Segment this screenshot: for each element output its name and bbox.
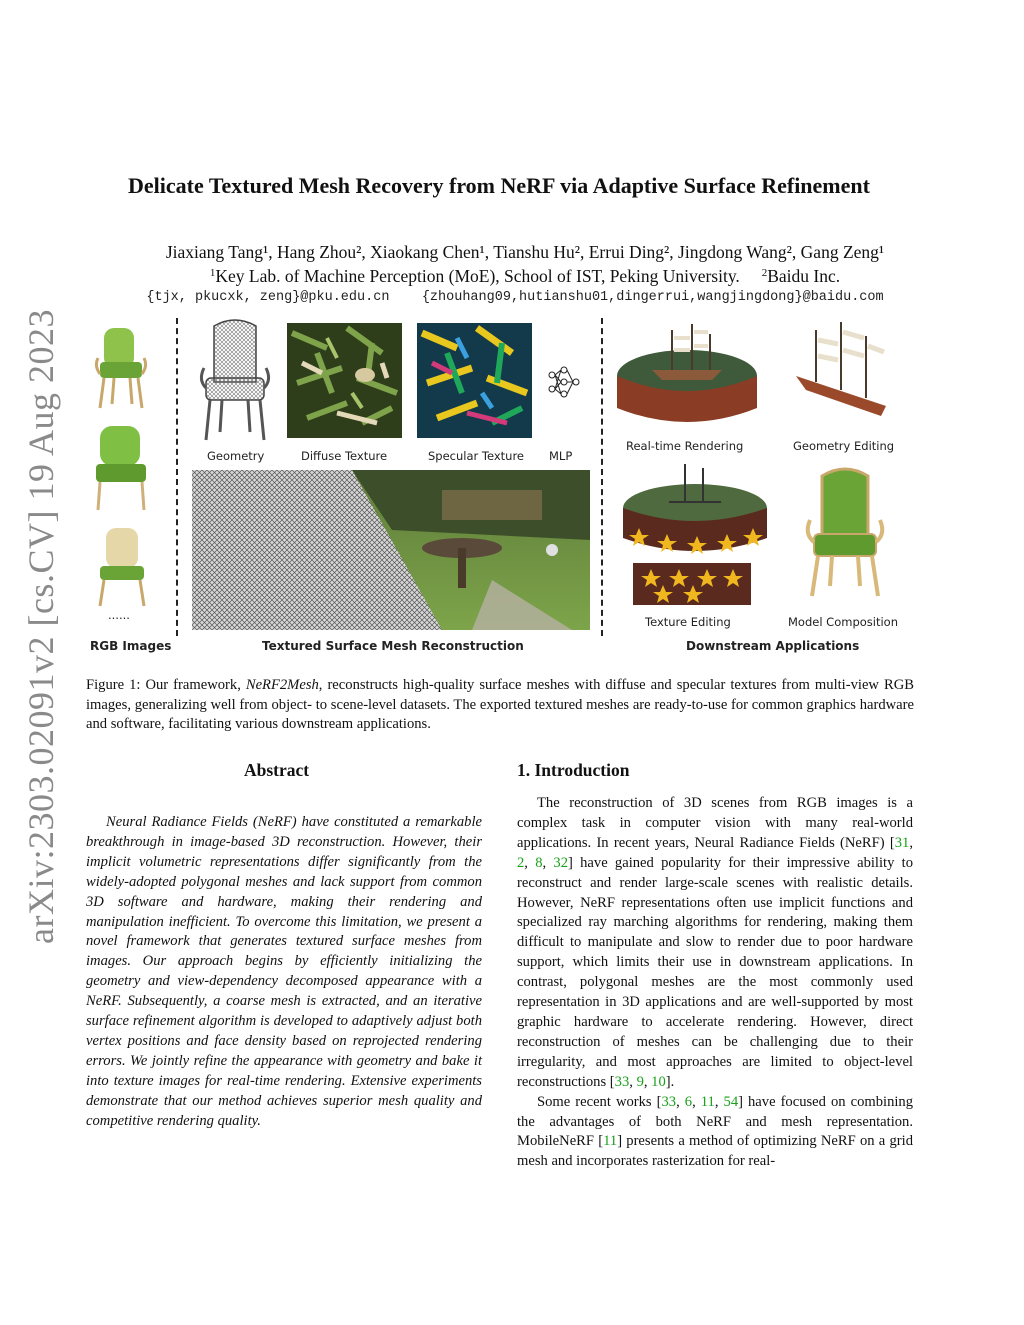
citation-link[interactable]: 11 <box>603 1133 618 1150</box>
label-specular-texture: Specular Texture <box>428 449 525 463</box>
affiliation-2: Baidu Inc. <box>767 266 841 286</box>
label-textured-reconstruction: Textured Surface Mesh Reconstruction <box>262 639 524 653</box>
citation-link[interactable]: 31 <box>894 834 910 851</box>
scene-reconstruction-image <box>192 470 590 630</box>
paper-title: Delicate Textured Mesh Recovery from NeRF via Adaptive Surface Refinement <box>128 173 870 198</box>
arxiv-identifier: arXiv:2303.02091v2 [cs.CV] 19 Aug 2023 <box>21 309 61 944</box>
realtime-rendering-image <box>612 318 762 430</box>
specular-texture-image <box>417 323 532 438</box>
abstract-paragraph: Neural Radiance Fields (NeRF) have constituted a remarkable breakthrough in image-based 3D reconstruction. However, their implicit volumetric representations differ significantly from the widely-adopted polygonal meshes and lack support from common 3D software and hardware, making their rendering and manipulation inefficient. To overcome this limitation, we present a novel framework that generates textured surface meshes from images. Our approach begins by efficiently initializing the geometry and view-dependency decomposed appearance with a NeRF. Subsequently, a coarse mesh is extracted, and an iterative surface refinement algorithm is developed to adaptively adjust both vertex positions and face density based on reprojected rendering errors. We jointly refine the appearance with geometry and bake it into texture images for real-time rendering. Extensive experiments demonstrate that our method achieves superior mesh quality and competitive rendering quality. <box>86 814 482 1129</box>
model-composition-image <box>800 462 890 600</box>
intro-paragraph-1: The reconstruction of 3D scenes from RGB images is a complex task in computer vision with many real-world applications. In recent years, Neural Radiance Fields (NeRF) [31, 2, 8, 32] have gained popularity for their impressive ability to reconstruct and render large-scale scenes with realistic details. However, NeRF representations often use implicit functions and specialized ray marching algorithms for rendering, making them difficult to manipulate and slow to render due to poor hardware support, which limits their use in downstream applications. In contrast, polygonal meshes are the most commonly used representation in 3D applications and are well-supported by most graphic hardware to accelerate rendering. However, direct reconstruction of meshes can be challenging due to their irregularity, and most approaches are limited to object-level reconstructions [33, 9, 10]. <box>517 795 913 1090</box>
citation-link[interactable]: 2 <box>517 854 525 871</box>
citation-link[interactable]: 6 <box>684 1093 693 1110</box>
intro-p2-text-c: ] presents a method of optimizing NeRF on a grid mesh and incorporates rasterization for real- <box>517 1133 913 1170</box>
rgb-chair-image-2 <box>86 418 156 513</box>
rgb-chair-image-1 <box>86 318 156 413</box>
author-list: Jiaxiang Tang¹, Hang Zhou², Xiaokang Chen¹, Tianshu Hu², Errui Ding², Jingdong Wang², Gang Zeng¹ <box>165 242 885 262</box>
intro-p2-text-b: ] have focused on combining the advantages of both NeRF and mesh representation. MobileNeRF [ <box>517 1093 914 1150</box>
label-downstream-applications: Downstream Applications <box>686 639 860 653</box>
label-mlp: MLP <box>549 449 573 463</box>
citation-link[interactable]: 8 <box>535 854 543 871</box>
geometry-wireframe-image <box>196 316 274 444</box>
geometry-editing-image <box>786 316 904 430</box>
figure-caption <box>86 676 914 735</box>
caption-prefix: Figure 1: Our framework, <box>86 677 246 693</box>
label-diffuse-texture: Diffuse Texture <box>301 449 388 463</box>
intro-p1-text-a: The reconstruction of 3D scenes from RGB images is a complex task in computer vision with many real-world applications. In recent years, Neural Radiance Fields (NeRF) [ <box>517 795 913 851</box>
label-realtime-rendering: Real-time Rendering <box>626 439 744 453</box>
affiliation-mark-1: 1 <box>209 267 216 279</box>
label-texture-editing: Texture Editing <box>645 615 731 629</box>
citation-link[interactable]: 33 <box>661 1093 677 1110</box>
citation-link[interactable]: 33 <box>614 1073 630 1090</box>
affiliation-mark-2: 2 <box>761 267 768 279</box>
label-geometry: Geometry <box>207 449 265 463</box>
emails-pku: {tjx, pkucxk, zeng}@pku.edu.cn <box>146 290 390 305</box>
citation-link[interactable]: 54 <box>723 1093 739 1110</box>
label-model-composition: Model Composition <box>788 615 899 629</box>
texture-editing-swatch <box>633 563 751 605</box>
emails <box>60 290 970 305</box>
label-geometry-editing: Geometry Editing <box>793 439 895 453</box>
citation-link[interactable]: 10 <box>651 1073 666 1090</box>
authors-block <box>60 240 990 288</box>
divider-right <box>601 318 603 636</box>
introduction-heading: 1. Introduction <box>517 760 630 780</box>
caption-method: NeRF2Mesh <box>245 677 319 693</box>
introduction-body <box>517 794 913 1172</box>
citation-link[interactable]: 11 <box>700 1093 715 1110</box>
citation-link[interactable]: 32 <box>553 854 568 871</box>
intro-p1-text-b: ] have gained popularity for their impressive ability to reconstruct and render large-scale scenes with realistic details. However, NeRF representations often use implicit functions and specialized ray marching algorithms for rendering, making them difficult to manipulate and slow to render due to poor hardware support, which limits their use in downstream applications. In contrast, polygonal meshes are the most commonly used representation in 3D applications and are well-supported by most graphic hardware to accelerate rendering. However, direct reconstruction of meshes can be challenging due to their irregularity, and most approaches are limited to object-level reconstructions [ <box>517 854 913 1090</box>
intro-paragraph-2: Some recent works [33, 6, 11, 54] have focused on combining the advantages of both NeRF and mesh representation. MobileNeRF [11] presents a method of optimizing NeRF on a grid mesh and incorporates rasterization for real- <box>517 1093 914 1170</box>
emails-baidu: {zhouhang09,hutianshu01,dingerrui,wangjingdong}@baidu.com <box>421 290 884 305</box>
caption-text: , reconstructs high-quality surface meshes with diffuse and specular textures from multi-view RGB images, generalizing well from object- to scene-level datasets. The exported textured meshes are ready-to-use for common graphics hardware and software, facilitating various downstream applications. <box>86 677 914 732</box>
rgb-chair-image-3 <box>86 520 156 610</box>
affiliation-1: Key Lab. of Machine Perception (MoE), School of IST, Peking University. <box>215 266 740 286</box>
affiliations <box>60 264 990 288</box>
ellipsis-label: ...... <box>108 608 130 622</box>
mlp-network-icon <box>547 365 581 399</box>
diffuse-texture-image <box>287 323 402 438</box>
texture-editing-image <box>619 460 771 560</box>
label-rgb-images: RGB Images <box>90 639 172 653</box>
divider-left <box>176 318 178 636</box>
intro-p2-text-a: Some recent works [ <box>537 1093 662 1110</box>
abstract-body <box>86 813 482 1132</box>
citation-link[interactable]: 9 <box>636 1073 644 1090</box>
abstract-heading: Abstract <box>244 760 310 780</box>
